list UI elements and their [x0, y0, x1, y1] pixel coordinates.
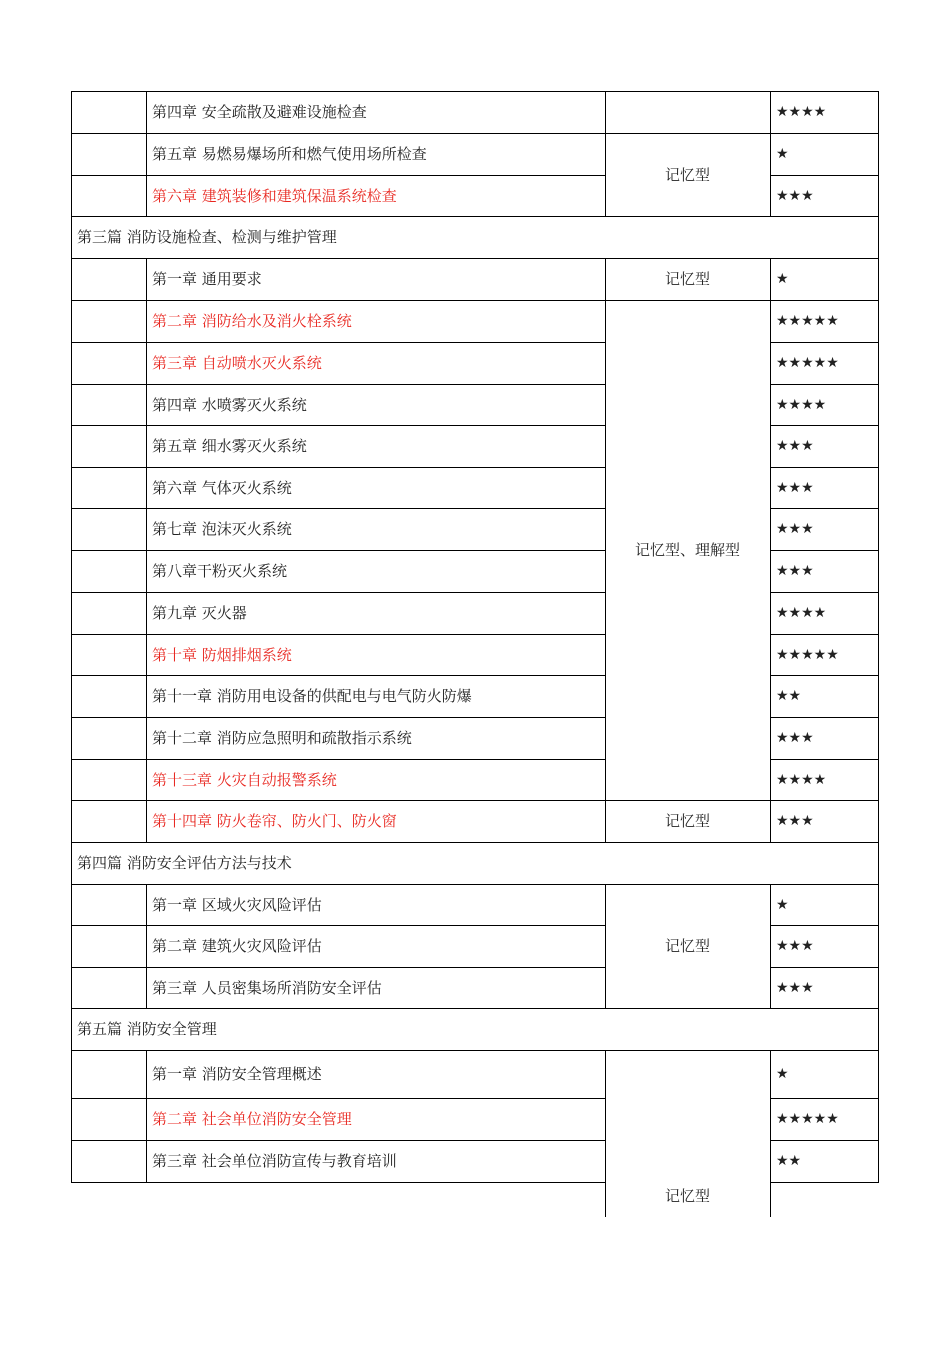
importance-stars: ★★★	[776, 479, 814, 496]
importance-stars: ★★★★★	[776, 313, 839, 329]
table-rule	[71, 216, 72, 259]
table-rule	[71, 342, 606, 343]
table-rule	[71, 884, 72, 1009]
chapter-title: 第六章 气体灭火系统	[152, 478, 292, 497]
importance-stars: ★	[776, 896, 789, 913]
table-rule	[770, 342, 879, 343]
table-rule	[770, 759, 879, 760]
table-rule	[71, 759, 606, 760]
table-rule	[71, 91, 879, 92]
importance-stars: ★★	[776, 688, 802, 704]
table-rule	[71, 1140, 606, 1141]
table-rule	[605, 91, 606, 217]
table-rule	[878, 258, 879, 843]
chapter-title: 第五章 细水雾灭火系统	[152, 437, 307, 455]
table-rule	[71, 425, 606, 426]
importance-stars: ★★★★★	[776, 355, 839, 371]
table-rule	[71, 717, 606, 718]
table-rule	[71, 91, 72, 217]
chapter-title: 第三章 人员密集场所消防安全评估	[152, 978, 382, 997]
table-rule	[146, 884, 147, 1009]
table-rule	[770, 1050, 771, 1217]
question-type: 记忆型	[664, 812, 710, 830]
chapter-title: 第四章 水喷雾灭火系统	[152, 395, 307, 414]
table-rule	[770, 1098, 879, 1099]
table-rule	[770, 133, 879, 134]
table-rule	[770, 592, 879, 593]
table-rule	[770, 675, 879, 676]
table-rule	[770, 91, 771, 217]
part-heading: 第四篇 消防安全评估方法与技术	[77, 854, 292, 872]
table-rule	[71, 300, 606, 301]
chapter-title: 第十章 防烟排烟系统	[152, 645, 292, 664]
part-heading: 第三篇 消防设施检查、检测与维护管理	[77, 228, 337, 246]
table-rule	[878, 91, 879, 217]
table-rule	[878, 1008, 879, 1051]
table-rule	[605, 133, 771, 134]
table-rule	[71, 634, 606, 635]
table-rule	[605, 216, 771, 217]
table-rule	[71, 258, 72, 843]
table-rule	[71, 1182, 606, 1183]
importance-stars: ★★★	[776, 938, 814, 954]
table-rule	[770, 508, 879, 509]
importance-stars: ★★★★	[776, 605, 827, 621]
table-rule	[770, 800, 879, 801]
table-rule	[605, 300, 771, 301]
chapter-title: 第四章 安全疏散及避难设施检查	[152, 103, 367, 121]
importance-stars: ★★★	[776, 438, 814, 454]
table-rule	[770, 842, 879, 843]
importance-stars: ★★★★	[776, 771, 827, 788]
importance-stars: ★★★	[776, 813, 814, 829]
question-type: 记忆型	[664, 270, 710, 288]
table-rule	[770, 258, 771, 843]
importance-stars: ★★★★★	[776, 1111, 839, 1127]
table-rule	[770, 425, 879, 426]
question-type: 记忆型	[664, 165, 710, 184]
chapter-title: 第三章 自动喷水灭火系统	[152, 354, 322, 372]
table-rule	[878, 884, 879, 1009]
table-rule	[71, 884, 879, 885]
table-rule	[770, 550, 879, 551]
chapter-title: 第十一章 消防用电设备的供配电与电气防火防爆	[152, 687, 472, 705]
table-rule	[770, 1008, 879, 1009]
table-rule	[71, 675, 606, 676]
table-rule	[770, 175, 879, 176]
table-rule	[770, 634, 879, 635]
table-rule	[770, 884, 771, 1009]
table-rule	[146, 1050, 147, 1183]
chapter-title: 第二章 建筑火灾风险评估	[152, 937, 322, 955]
chapter-title: 第五章 易燃易爆场所和燃气使用场所检查	[152, 145, 427, 163]
table-rule	[770, 384, 879, 385]
importance-stars: ★★★	[776, 187, 814, 204]
table-rule	[71, 842, 72, 885]
table-rule	[71, 175, 606, 176]
table-rule	[878, 842, 879, 885]
chapter-title: 第十二章 消防应急照明和疏散指示系统	[152, 729, 412, 747]
table-rule	[71, 1098, 606, 1099]
chapter-title: 第二章 社会单位消防安全管理	[152, 1110, 352, 1128]
chapter-title: 第十三章 火灾自动报警系统	[152, 770, 337, 789]
table-rule	[71, 592, 606, 593]
importance-stars: ★★★★★	[776, 646, 839, 663]
chapter-title: 第三章 社会单位消防宣传与教育培训	[152, 1152, 397, 1170]
table-rule	[605, 800, 771, 801]
table-rule	[146, 258, 147, 843]
table-rule	[770, 1182, 879, 1183]
table-rule	[878, 216, 879, 259]
table-rule	[605, 842, 771, 843]
table-rule	[770, 717, 879, 718]
importance-stars: ★★★	[776, 730, 814, 746]
importance-stars: ★★★	[776, 563, 814, 579]
table-rule	[71, 967, 606, 968]
importance-stars: ★	[776, 271, 789, 287]
table-rule	[146, 91, 147, 217]
table-rule	[71, 842, 606, 843]
table-rule	[71, 467, 606, 468]
chapter-title: 第七章 泡沫灭火系统	[152, 520, 292, 538]
importance-stars: ★★★★	[776, 104, 827, 120]
table-rule	[71, 1050, 879, 1051]
chapter-title: 第一章 通用要求	[152, 270, 262, 288]
chapter-title: 第十四章 防火卷帘、防火门、防火窗	[152, 812, 397, 830]
question-type: 记忆型	[664, 937, 710, 955]
table-rule	[71, 216, 606, 217]
chapter-title: 第九章 灭火器	[152, 604, 247, 622]
table-rule	[605, 1008, 771, 1009]
importance-stars: ★★★	[776, 521, 814, 537]
importance-stars: ★	[776, 1066, 789, 1082]
table-rule	[770, 967, 879, 968]
table-rule	[71, 1008, 606, 1009]
table-rule	[770, 1140, 879, 1141]
table-rule	[878, 1050, 879, 1183]
table-rule	[71, 1050, 72, 1183]
chapter-title: 第八章干粉灭火系统	[152, 562, 288, 580]
chapter-title: 第六章 建筑装修和建筑保温系统检查	[152, 186, 397, 205]
part-heading: 第五篇 消防安全管理	[77, 1020, 217, 1038]
table-rule	[71, 1008, 72, 1051]
table-rule	[71, 258, 879, 259]
question-type: 记忆型	[664, 1187, 710, 1205]
table-rule	[71, 925, 606, 926]
importance-stars: ★★	[776, 1153, 802, 1169]
chapter-title: 第一章 消防安全管理概述	[152, 1065, 322, 1083]
table-rule	[770, 467, 879, 468]
table-rule	[770, 925, 879, 926]
table-rule	[770, 300, 879, 301]
chapter-title: 第一章 区域火灾风险评估	[152, 895, 322, 914]
table-rule	[71, 508, 606, 509]
chapter-title: 第二章 消防给水及消火栓系统	[152, 312, 352, 330]
importance-stars: ★★★★	[776, 396, 827, 413]
table-rule	[71, 550, 606, 551]
table-rule	[71, 384, 606, 385]
importance-stars: ★	[776, 146, 789, 162]
table-rule	[71, 133, 606, 134]
table-rule	[770, 216, 879, 217]
question-type: 记忆型、理解型	[634, 541, 740, 559]
importance-stars: ★★★	[776, 979, 814, 996]
table-rule	[71, 800, 606, 801]
